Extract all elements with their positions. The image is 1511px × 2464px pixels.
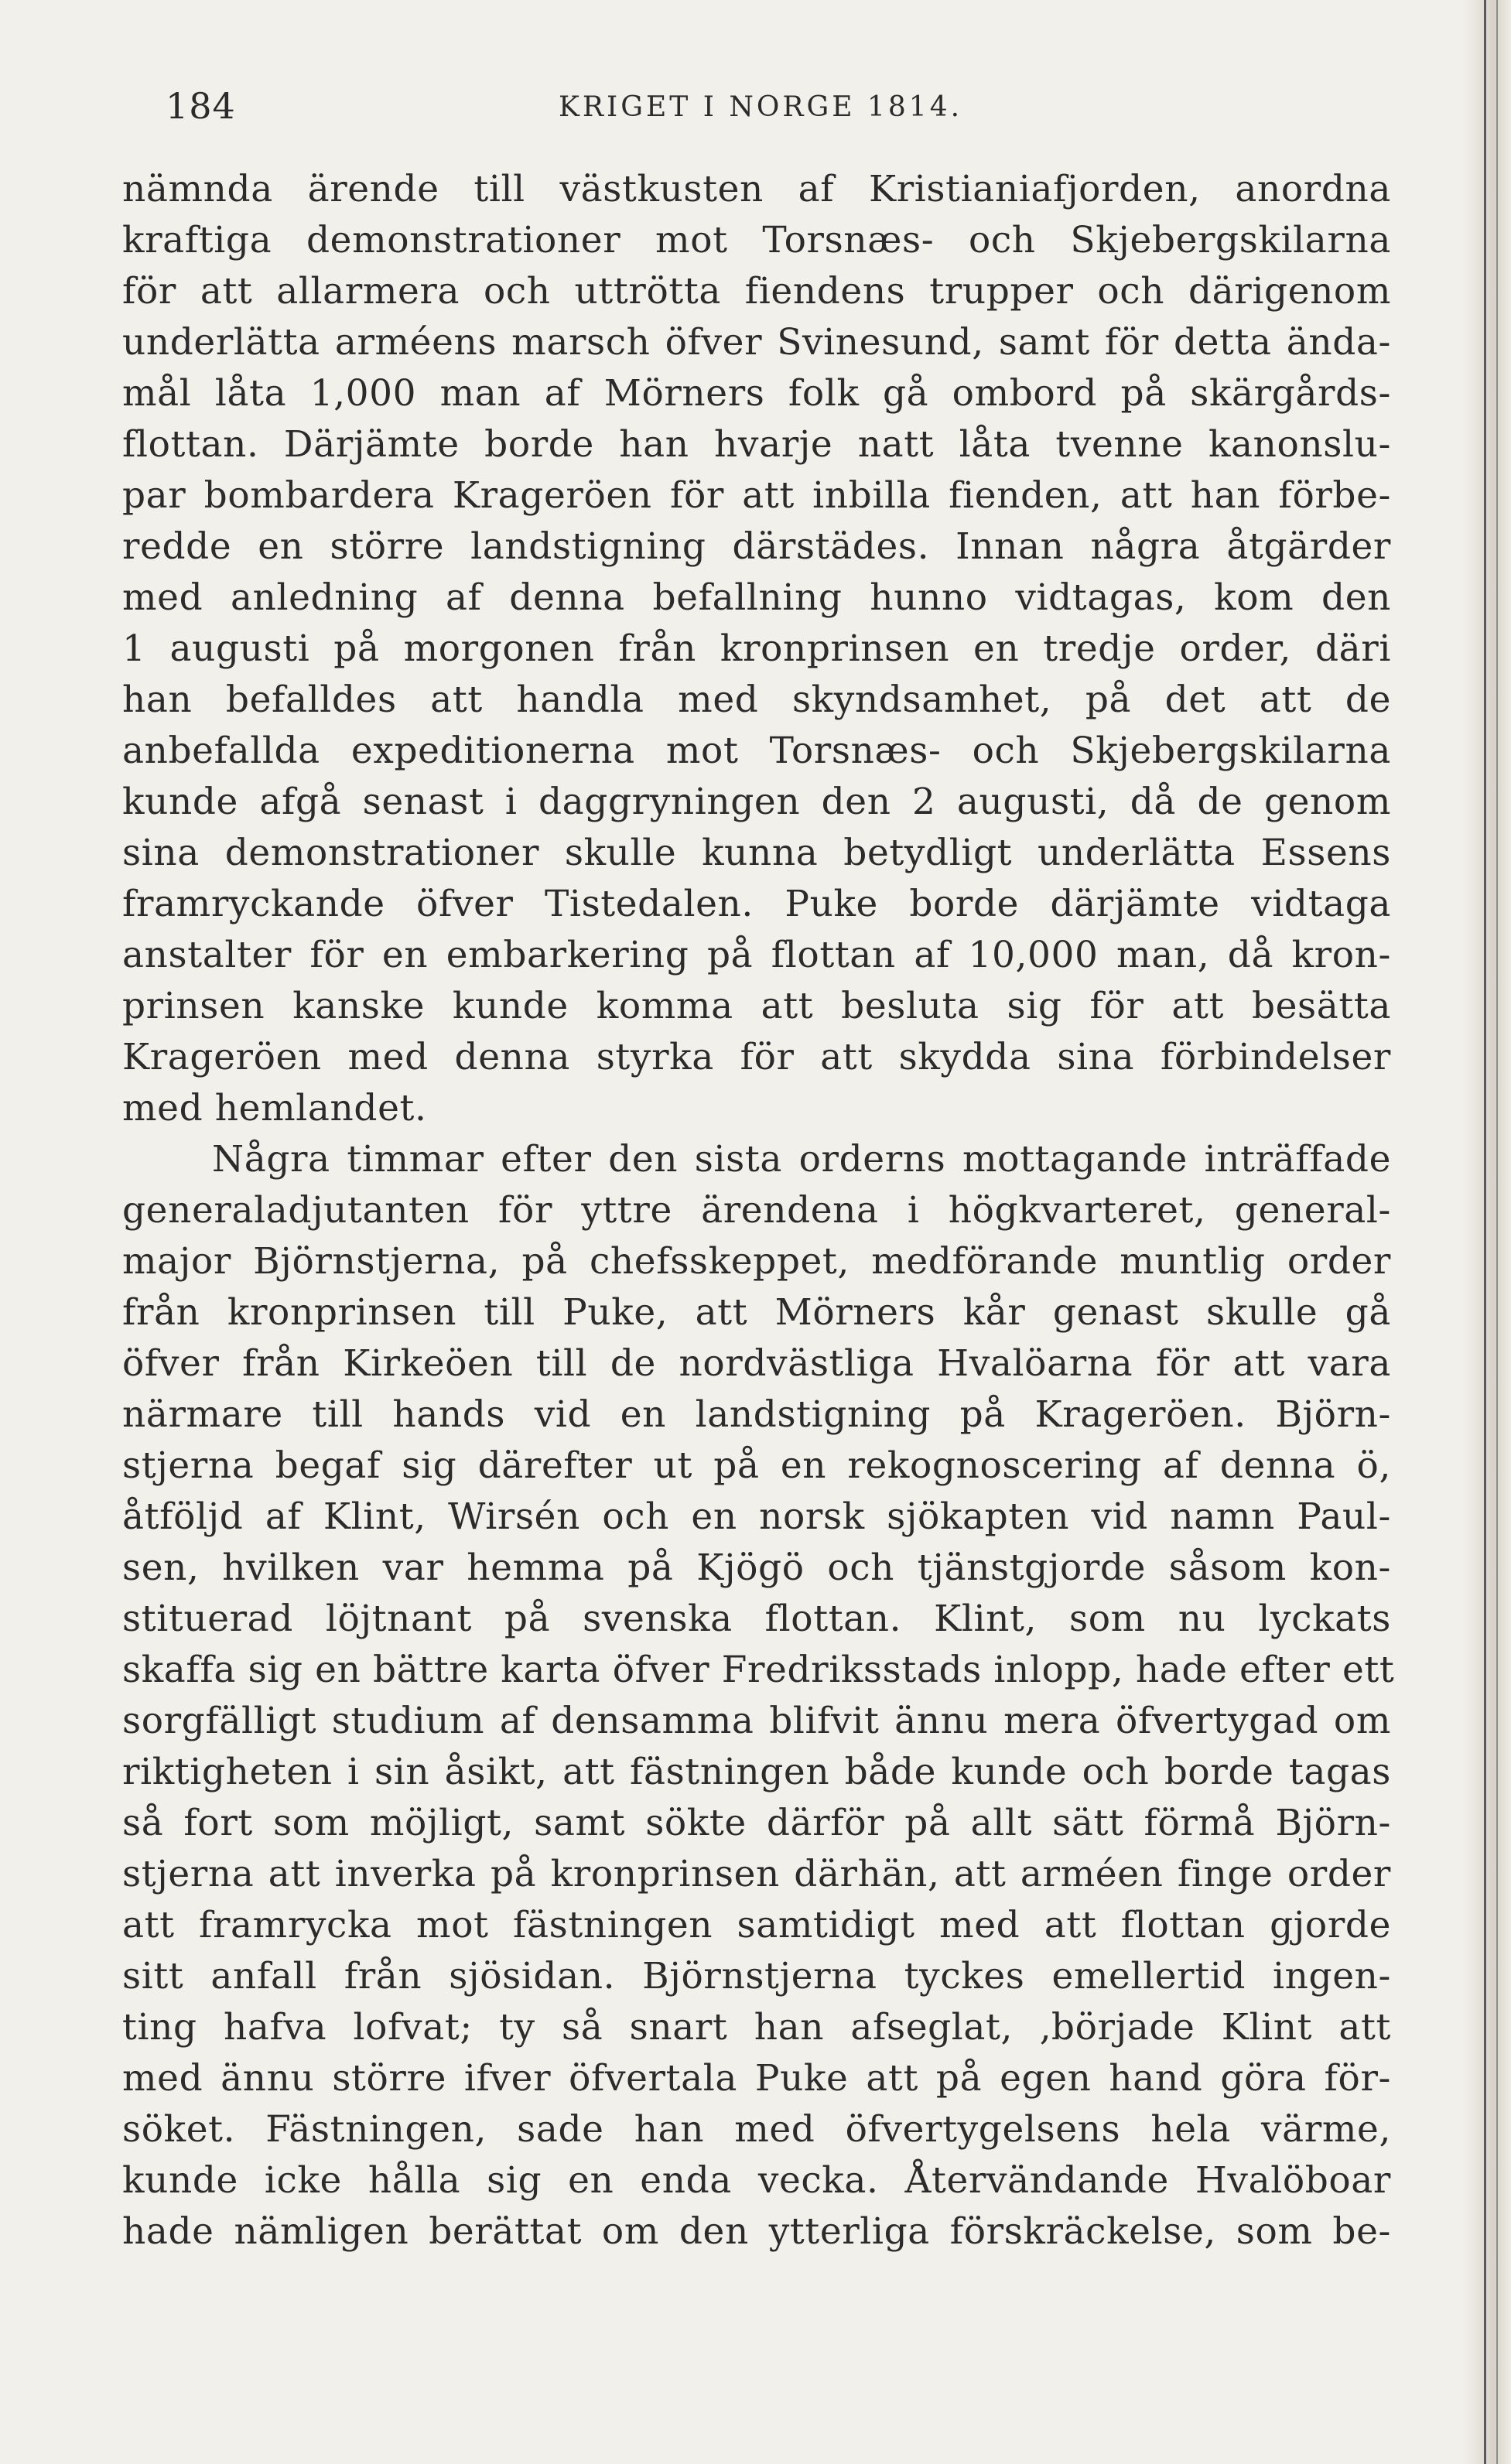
- text-line: ting hafva lofvat; ty så snart han afseglat, ‚började Klint att: [122, 2006, 1391, 2049]
- text-line: åtföljd af Klint, Wirsén och en norsk sjökapten vid namn Paul-: [122, 1495, 1391, 1538]
- text-line: söket. Fästningen, sade han med öfvertygelsens hela värme,: [122, 2108, 1391, 2151]
- text-line: sina demonstrationer skulle kunna betydligt underlätta Essens: [122, 832, 1391, 874]
- text-line: kraftiga demonstrationer mot Torsnæs- och Skjebergskilarna: [122, 219, 1391, 261]
- text-line: skaffa sig en bättre karta öfver Fredriksstads inlopp, hade efter ett: [122, 1649, 1395, 1691]
- text-line: Några timmar efter den sista orderns mottagande inträffade: [212, 1138, 1391, 1181]
- text-line: framryckande öfver Tistedalen. Puke borde därjämte vidtaga: [122, 883, 1391, 925]
- text-line: flottan. Därjämte borde han hvarje natt låta tvenne kanonslu-: [122, 423, 1391, 466]
- text-line: han befalldes att handla med skyndsamhet, på det att de: [122, 678, 1391, 721]
- text-line: sen, hvilken var hemma på Kjögö och tjänstgjorde såsom kon-: [122, 1546, 1391, 1589]
- page-header: [0, 85, 1511, 139]
- text-line: så fort som möjligt, samt sökte därför på allt sätt förmå Björn-: [122, 1802, 1391, 1844]
- body-text: [122, 164, 1395, 2257]
- text-line: med hemlandet.: [122, 1087, 427, 1129]
- text-line: kunde icke hålla sig en enda vecka. Återvändande Hvalöboar: [122, 2159, 1391, 2202]
- paragraph-2: [122, 1134, 1395, 2257]
- running-head: KRIGET I NORGE 1814.: [559, 91, 963, 123]
- text-line: anbefallda expeditionerna mot Torsnæs- och Skjebergskilarna: [122, 730, 1391, 772]
- text-line: för att allarmera och uttrötta fiendens trupper och därigenom: [122, 270, 1391, 313]
- text-line: hade nämligen berättat om den ytterliga förskräckelse, som be-: [122, 2210, 1391, 2253]
- text-line: kunde afgå senast i daggryningen den 2 augusti, då de genom: [122, 781, 1391, 823]
- page-edge-shadow: [1462, 0, 1511, 2464]
- text-line: sitt anfall från sjösidan. Björnstjerna tyckes emellertid ingen-: [122, 1955, 1391, 1998]
- text-line: major Björnstjerna, på chefsskeppet, medförande muntlig order: [122, 1240, 1391, 1283]
- text-line: med ännu större ifver öfvertala Puke att på egen hand göra för-: [122, 2057, 1391, 2100]
- page-edge-line: [1484, 0, 1486, 2464]
- text-line: 1 augusti på morgonen från kronprinsen en tredje order, däri: [122, 627, 1391, 670]
- text-line: Krageröen med denna styrka för att skydda sina förbindelser: [122, 1036, 1391, 1078]
- text-line: med anledning af denna befallning hunno vidtagas, kom den: [122, 576, 1391, 619]
- text-line: stjerna att inverka på kronprinsen därhän, att arméen finge order: [122, 1853, 1391, 1895]
- text-line: anstalter för en embarkering på flottan af 10,000 man, då kron-: [122, 934, 1391, 976]
- text-line: att framrycka mot fästningen samtidigt med att flottan gjorde: [122, 1904, 1391, 1946]
- text-line: stjerna begaf sig därefter ut på en rekognoscering af denna ö,: [122, 1444, 1391, 1487]
- text-line: från kronprinsen till Puke, att Mörners kår genast skulle gå: [122, 1291, 1391, 1334]
- page-number: 184: [166, 85, 236, 127]
- text-line: nämnda ärende till västkusten af Kristianiafjorden, anordna: [122, 168, 1391, 210]
- text-line: mål låta 1,000 man af Mörners folk gå ombord på skärgårds-: [122, 372, 1391, 415]
- text-line: riktigheten i sin åsikt, att fästningen både kunde och borde tagas: [122, 1751, 1391, 1793]
- paragraph-1: [122, 164, 1391, 1134]
- page-edge-line: [1496, 0, 1498, 2464]
- text-line: närmare till hands vid en landstigning på Krageröen. Björn-: [122, 1393, 1391, 1436]
- text-line: generaladjutanten för yttre ärendena i högkvarteret, general-: [122, 1189, 1391, 1232]
- text-line: underlätta arméens marsch öfver Svinesund, samt för detta ända-: [122, 321, 1391, 364]
- text-line: stituerad löjtnant på svenska flottan. Klint, som nu lyckats: [122, 1598, 1391, 1640]
- text-line: sorgfälligt studium af densamma blifvit ännu mera öfvertygad om: [122, 1700, 1391, 1742]
- text-line: öfver från Kirkeöen till de nordvästliga Hvalöarna för att vara: [122, 1342, 1391, 1385]
- text-line: redde en större landstigning därstädes. Innan några åtgärder: [122, 525, 1391, 568]
- text-line: par bombardera Krageröen för att inbilla fienden, att han förbe-: [122, 474, 1391, 517]
- text-line: prinsen kanske kunde komma att besluta sig för att besätta: [122, 985, 1391, 1027]
